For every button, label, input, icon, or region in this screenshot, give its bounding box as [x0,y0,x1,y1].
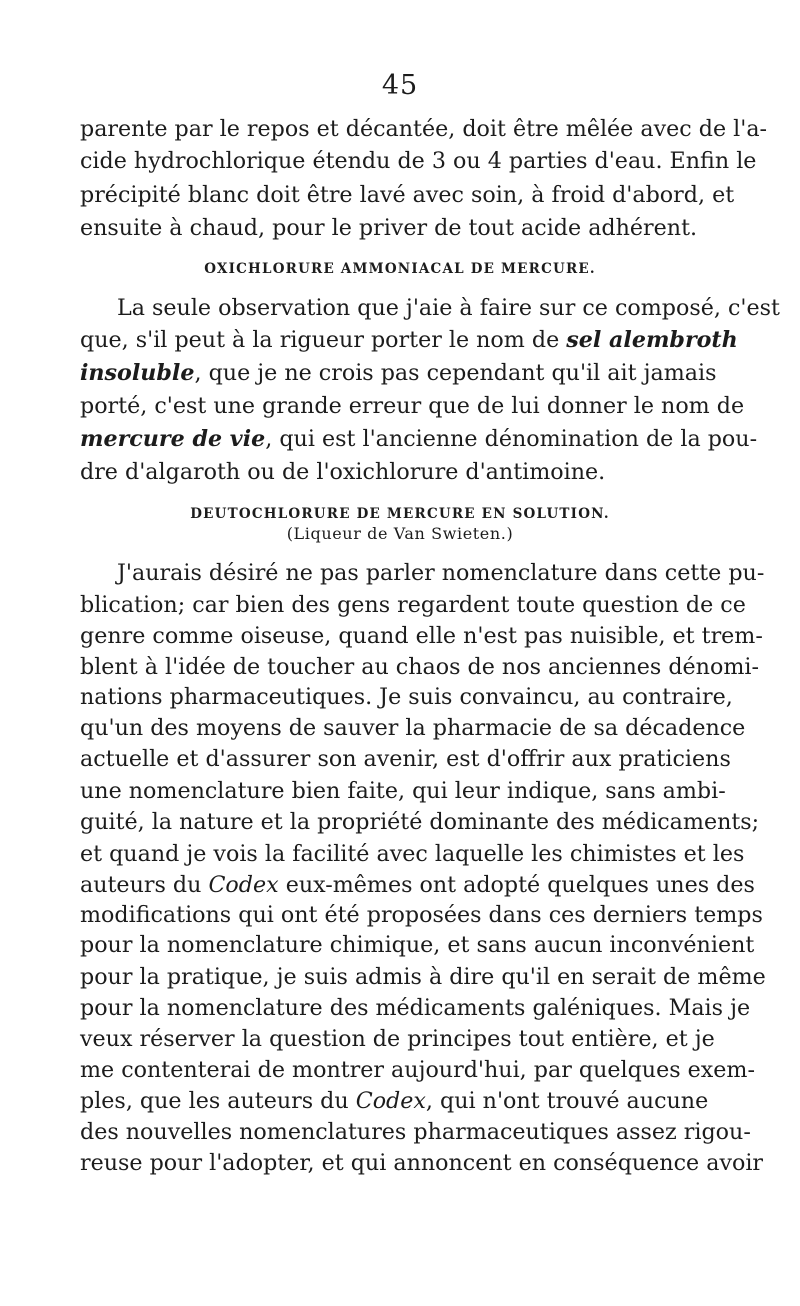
text-run: eux-mêmes ont adopté quelques unes des [278,872,755,898]
text-line: porté, c'est une grande erreur que de lui donner le nom de [80,393,745,419]
text-line: et quand je vois la facilité avec laquelle les chimistes et les [80,841,745,867]
text-line [80,325,738,355]
text-line: blent à l'idée de toucher au chaos de nos anciennes dénomi- [80,654,759,680]
text-run: que, s'il peut à la rigueur porter le nom de [80,327,567,353]
text-line: nations pharmaceutiques. Je suis convaincu, au contraire, [80,684,733,710]
text-line: blication; car bien des gens regardent toute question de ce [80,592,746,618]
text-line: me contenterai de montrer aujourd'hui, par quelques exem- [80,1057,755,1083]
text-line: parente par le repos et décantée, doit être mêlée avec de l'a- [80,116,768,142]
section-heading: DEUTOCHLORURE DE MERCURE EN SOLUTION. [190,506,610,522]
page-number: 45 [381,70,419,101]
text-line: modifications qui ont été proposées dans ces derniers temps [80,902,763,928]
text-line: La seule observation que j'aie à faire sur ce composé, c'est [117,295,780,321]
text-line: pour la nomenclature des médicaments galéniques. Mais je [80,995,751,1021]
text-line: des nouvelles nomenclatures pharmaceutiques assez rigou- [80,1119,751,1145]
text-line: pour la nomenclature chimique, et sans aucun inconvénient [80,932,755,958]
text-line [80,424,758,454]
emphasized-term: sel alembroth [566,327,738,353]
section-heading: OXICHLORURE AMMONIACAL DE MERCURE. [204,261,596,277]
text-line: qu'un des moyens de sauver la pharmacie de sa décadence [80,715,746,741]
text-line: actuelle et d'assurer son avenir, est d'offrir aux praticiens [80,746,731,772]
text-line: veux réserver la question de principes tout entière, et je [80,1026,715,1052]
text-line: pour la pratique, je suis admis à dire qu'il en serait de même [80,964,766,990]
emphasized-term: insoluble [80,360,195,386]
emphasized-term: Codex [208,872,279,898]
emphasized-term: mercure de vie [80,426,266,452]
text-line [80,358,717,388]
text-line: cide hydrochlorique étendu de 3 ou 4 parties d'eau. Enfin le [80,148,757,174]
section-subheading: (Liqueur de Van Swieten.) [286,524,514,543]
text-run: , qui n'ont trouvé aucune [425,1088,709,1114]
text-run: , qui est l'ancienne dénomination de la pou- [265,426,758,452]
text-line [80,1086,709,1116]
text-line: guité, la nature et la propriété dominante des médicaments; [80,809,760,835]
text-line: dre d'algaroth ou de l'oxichlorure d'antimoine. [80,459,606,485]
text-line: genre comme oiseuse, quand elle n'est pas nuisible, et trem- [80,623,763,649]
text-run: ples, que les auteurs du [80,1088,356,1114]
text-line: ensuite à chaud, pour le priver de tout acide adhérent. [80,215,698,241]
text-run: , que je ne crois pas cependant qu'il ait jamais [194,360,717,386]
text-line [80,870,755,900]
text-line: une nomenclature bien faite, qui leur indique, sans ambi- [80,778,726,804]
emphasized-term: Codex [355,1088,426,1114]
text-run: auteurs du [80,872,209,898]
text-line: précipité blanc doit être lavé avec soin, à froid d'abord, et [80,182,735,208]
text-line: J'aurais désiré ne pas parler nomenclature dans cette pu- [117,560,765,586]
text-line: reuse pour l'adopter, et qui annoncent en conséquence avoir [80,1150,764,1176]
